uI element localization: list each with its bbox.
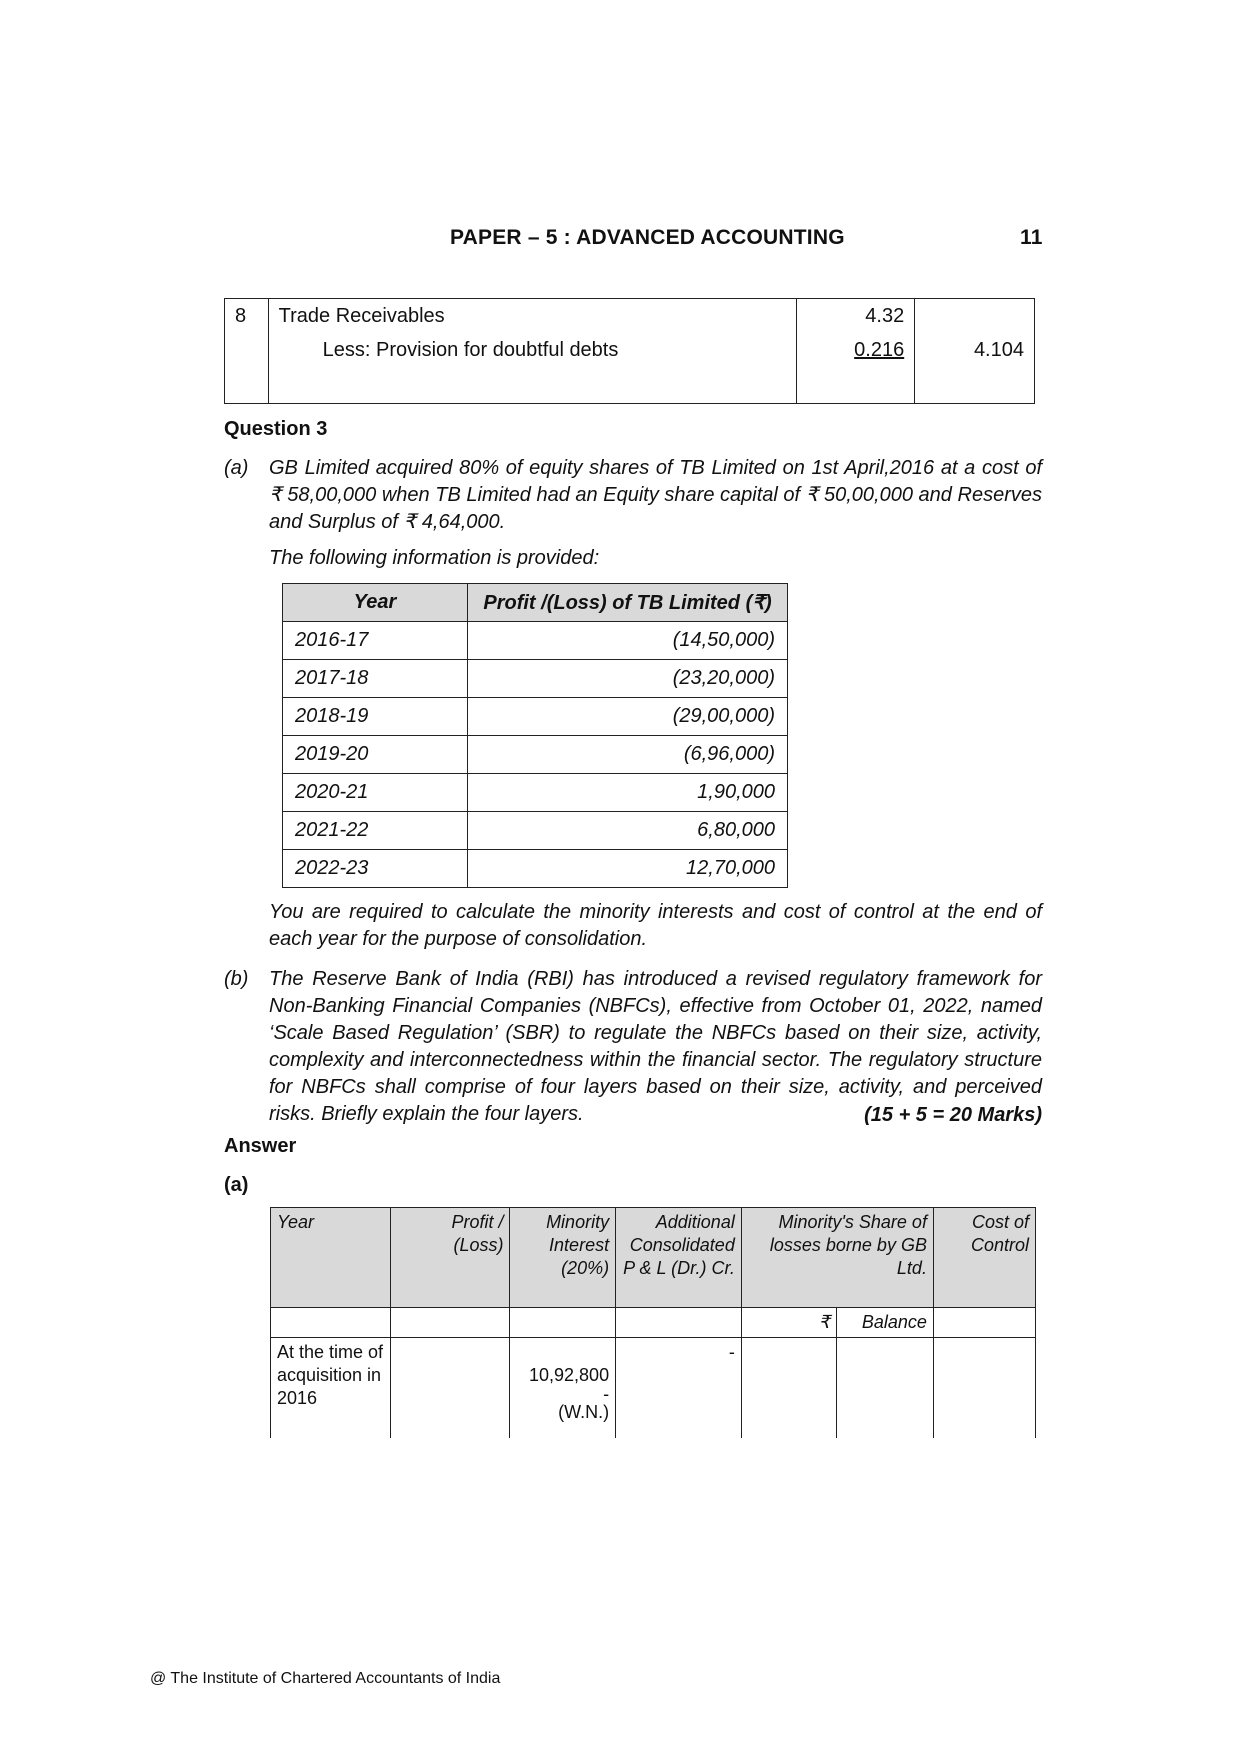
table-row	[283, 774, 788, 812]
year-header: Year	[283, 584, 468, 622]
amount-cell: 12,70,000	[468, 850, 788, 888]
item-value: 4.32	[865, 305, 905, 327]
requirement-text: You are required to calculate the minority interests and cost of control at the end of each year for the purpose of consolidation.	[269, 901, 1042, 950]
answer-table	[270, 1207, 1036, 1438]
amount-cell: 6,80,000	[468, 812, 788, 850]
item-label: Trade Receivables	[278, 305, 445, 327]
cost-col-header: Cost of Control	[933, 1208, 1035, 1308]
answer-part-label: (a)	[224, 1174, 249, 1196]
less-label: Less: Provision for doubtful debts	[322, 339, 619, 361]
footer-text: @ The Institute of Chartered Accountants of India	[150, 1670, 501, 1687]
part-a-text: GB Limited acquired 80% of equity shares of TB Limited on 1st April,2016 at a cost of ₹ 58,00,000 when TB Limited had an Equity share capital of ₹ 50,00,000 and Reserves and Surplus of ₹ 4,64,000.	[269, 457, 1042, 533]
rupee-subheader: ₹	[741, 1308, 836, 1338]
minority-value-cell	[510, 1338, 616, 1438]
profit-col-header: Profit / (Loss)	[391, 1208, 510, 1308]
info-intro: The following information is provided:	[269, 547, 600, 569]
table-row	[283, 812, 788, 850]
value-cell	[797, 299, 915, 404]
additional-value: -	[616, 1338, 742, 1438]
year-cell: 2018-19	[283, 698, 468, 736]
minority-value: 10,92,800	[529, 1365, 610, 1385]
amount-cell: 1,90,000	[468, 774, 788, 812]
minority-dash: -	[603, 1384, 610, 1404]
part-b-text: The Reserve Bank of India (RBI) has introduced a revised regulatory framework for Non-Banking Financial Companies (NBFCs), effective from October 01, 2022, named ‘Scale Based Regulation’ (SBR) to regulate the NBFCs based on their size, activity, complexity and interconnectedness within the financial sector. The regulatory structure for NBFCs shall comprise of four layers based on their size, activity, and perceived risks. Briefly explain the four layers.	[269, 968, 1042, 1125]
additional-col-header: Additional Consolidated P & L (Dr.) Cr.	[616, 1208, 742, 1308]
net-value: 4.104	[973, 339, 1024, 361]
page-number: 11	[1020, 226, 1043, 249]
part-b-label: (b)	[224, 968, 249, 990]
table-row	[283, 736, 788, 774]
year-cell: 2017-18	[283, 660, 468, 698]
page-title: PAPER – 5 : ADVANCED ACCOUNTING	[450, 226, 845, 249]
minority-col-header: Minority Interest (20%)	[510, 1208, 616, 1308]
year-cell: 2020-21	[283, 774, 468, 812]
year-cell: 2021-22	[283, 812, 468, 850]
table-row	[283, 622, 788, 660]
minority-note: (W.N.)	[558, 1402, 610, 1422]
less-value: 0.216	[854, 339, 905, 361]
marks: (15 + 5 = 20 Marks)	[864, 1104, 1042, 1126]
year-cell: 2019-20	[283, 736, 468, 774]
year-cell: 2022-23	[283, 850, 468, 888]
amount-cell: (6,96,000)	[468, 736, 788, 774]
table-row	[283, 698, 788, 736]
acquisition-year-cell: At the time of acquisition in 2016	[271, 1338, 391, 1438]
balance-subheader: Balance	[837, 1308, 934, 1338]
item-cell	[268, 299, 797, 404]
year-col-header: Year	[271, 1208, 391, 1308]
minority-share-col-header: Minority's Share of losses borne by GB Ltd.	[741, 1208, 933, 1308]
amount-cell: (29,00,000)	[468, 698, 788, 736]
year-cell: 2016-17	[283, 622, 468, 660]
answer-heading: Answer	[224, 1135, 297, 1157]
net-cell	[915, 299, 1035, 404]
amount-cell: (23,20,000)	[468, 660, 788, 698]
table-row	[283, 660, 788, 698]
question-heading: Question 3	[224, 418, 328, 440]
profit-header: Profit /(Loss) of TB Limited (₹)	[468, 584, 788, 622]
receivables-table	[224, 298, 1035, 404]
row-number: 8	[225, 299, 269, 404]
table-row	[283, 850, 788, 888]
part-a-label: (a)	[224, 457, 249, 479]
profit-loss-table	[282, 583, 788, 888]
amount-cell: (14,50,000)	[468, 622, 788, 660]
